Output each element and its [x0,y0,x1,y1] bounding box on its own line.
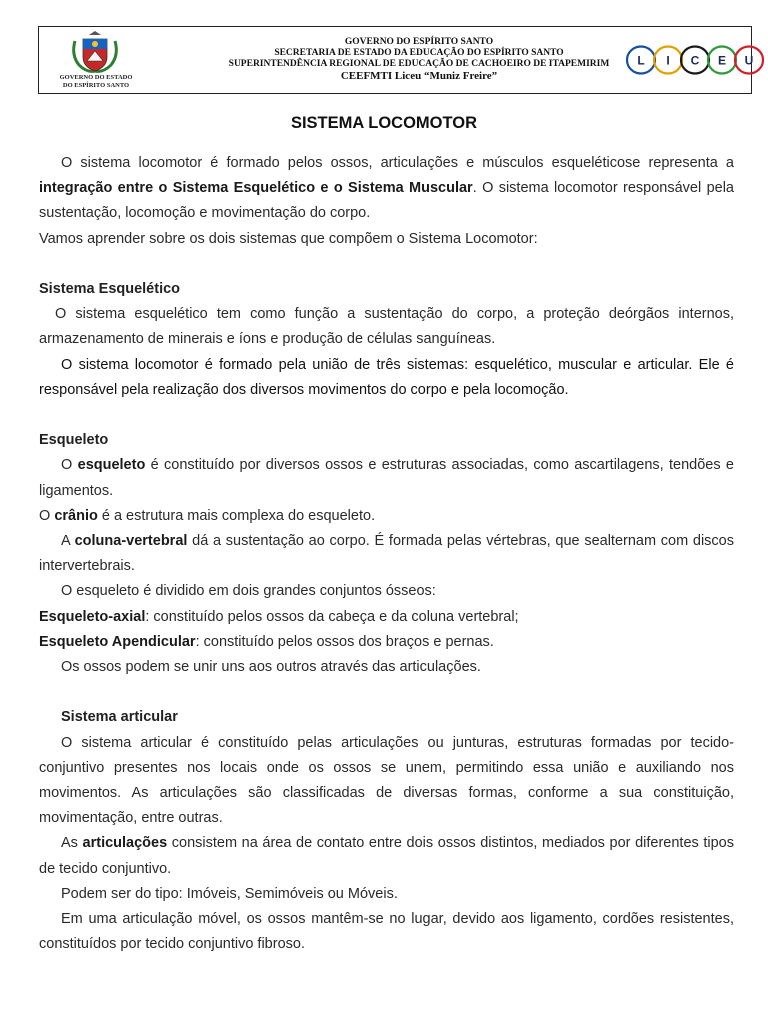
cranio-paragraph: O crânio é a estrutura mais complexa do esqueleto. [39,507,376,524]
logo-letter: U [744,53,754,68]
header-line-secretariat: SECRETARIA DE ESTADO DA EDUCAÇÃO DO ESPÍRITO SANTO [274,48,564,58]
logo-letter: L [637,53,645,68]
articular-paragraph: O sistema articular é constituído pelas articulações ou junturas, estruturas formadas por tecido-conjuntivo presentes nos locais onde os ossos se unem, permitindo essa união e auxiliando nos movimentos. As articulações são classificadas de diversas formas, conforme a sua constituição, movimentação, entre outras. [39,734,734,827]
document-body [39,151,734,957]
intro-paragraph-2: Vamos aprender sobre os dois sistemas que compõem o Sistema Locomotor: [39,230,538,247]
articulacoes-paragraph: As articulações consistem na área de contato entre dois ossos distintos, mediados por diferentes tipos de tecido conjuntivo. [39,835,734,877]
axial-paragraph: Esqueleto-axial: constituído pelos ossos da cabeça e da coluna vertebral; [39,608,519,625]
logo-letter: E [717,53,727,68]
logo-letter: C [690,53,700,68]
page-title: SISTEMA LOCOMOTOR [290,114,478,132]
division-paragraph: O esqueleto é dividido em dois grandes conjuntos ósseos: [61,583,436,600]
section-heading-esqueleto: Esqueleto [39,432,109,449]
state-seal [51,31,141,91]
header-line-superintendence: SUPERINTENDÊNCIA REGIONAL DE EDUCAÇÃO DE CACHOEIRO DE ITAPEMIRIM [228,59,610,69]
seal-caption-line: DO ESPÍRITO SANTO [62,81,130,89]
ossos-paragraph: Os ossos podem se unir uns aos outros através das articulações. [61,659,481,676]
apendicular-paragraph: Esqueleto Apendicular: constituído pelos ossos dos braços e pernas. [39,633,494,650]
intro-paragraph: O sistema locomotor é formado pelos ossos, articulações e músculos esqueléticose representa a integração entre o Sistema Esquelético e o Sistema Muscular. O sistema locomotor responsável pela sustentação, locomoção e movimentação do corpo. [39,155,734,222]
liceu-logo [625,44,768,76]
movel-paragraph: Em uma articulação móvel, os ossos mantêm-se no lugar, devido aos ligamento, cordões resistentes, constituídos por tecido conjuntivo fibroso. [39,911,734,953]
section-heading-articular: Sistema articular [61,709,178,726]
esqueleto-paragraph: O esqueleto é constituído por diversos ossos e estruturas associadas, como ascartilagens, tendões e ligamentos. [39,457,735,499]
esqueletico-paragraph-2: O sistema locomotor é formado pela união de três sistemas: esquelético, muscular e articular. Ele é responsável pela realização dos diversos movimentos do corpo e pela locomoção. [39,356,734,398]
document-header [38,26,752,94]
coluna-paragraph: A coluna-vertebral dá a sustentação ao corpo. É formada pelas vértebras, que sealternam com discos intervertebrais. [39,533,734,575]
section-heading-esqueletico: Sistema Esquelético [39,281,181,297]
esqueletico-paragraph: O sistema esquelético tem como função a sustentação do corpo, a proteção deórgãos internos, armazenamento de minerais e íons e produção de células sanguíneas. [39,306,734,348]
seal-caption-line: GOVERNO DO ESTADO [59,74,133,81]
logo-letter: I [666,53,670,68]
tipos-paragraph: Podem ser do tipo: Imóveis, Semimóveis ou Móveis. [61,885,398,902]
institution-lines [199,37,639,83]
school-name: CEEFMTI Liceu “Muniz Freire” [340,70,498,82]
coat-of-arms-icon [69,31,121,75]
header-line-government: GOVERNO DO ESPÍRITO SANTO [344,37,494,47]
